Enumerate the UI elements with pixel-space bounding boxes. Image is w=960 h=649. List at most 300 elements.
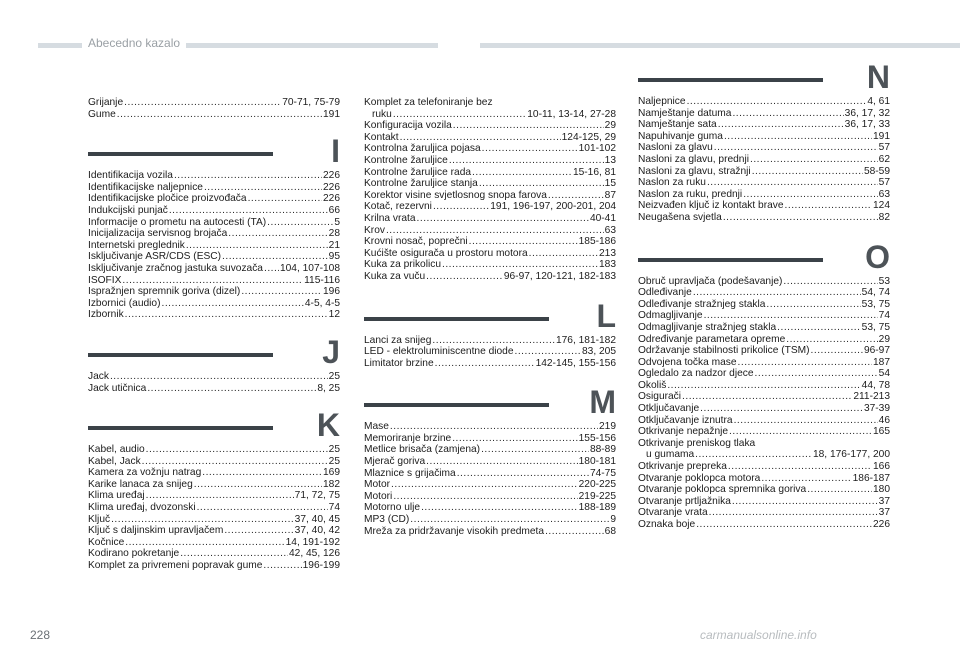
index-entry bbox=[88, 560, 340, 572]
entry-term: Namještanje datuma bbox=[638, 107, 732, 119]
index-entry bbox=[638, 299, 890, 311]
entry-pages: 37 bbox=[878, 507, 890, 519]
index-entry bbox=[88, 514, 340, 526]
section-letter: K bbox=[316, 407, 340, 444]
leader-dots bbox=[811, 345, 863, 357]
entry-term: Korektor visine svjetlosnog snopa farova bbox=[364, 189, 547, 201]
leader-dots bbox=[393, 109, 526, 121]
leader-dots bbox=[197, 502, 328, 514]
index-entry bbox=[638, 334, 890, 346]
entry-term: Oznaka boje bbox=[638, 519, 696, 530]
entry-term: Održavanje stabilnosti prikolice (TSM) bbox=[638, 345, 810, 357]
index-column-3 bbox=[638, 58, 890, 531]
entry-term: Otvaranje poklopca spremnika goriva bbox=[638, 484, 807, 496]
entry-pages: 191 bbox=[323, 108, 340, 120]
leader-dots bbox=[400, 132, 561, 144]
entry-pages: 13 bbox=[604, 154, 616, 166]
leader-dots bbox=[125, 537, 284, 549]
leader-dots bbox=[696, 519, 872, 531]
entry-pages: 54, 74 bbox=[861, 287, 890, 299]
entry-term: Internetski preglednik bbox=[88, 239, 185, 251]
entry-pages: 82 bbox=[878, 211, 890, 223]
leader-dots bbox=[432, 335, 555, 347]
entry-term: Otkrivanje nepažnje bbox=[638, 426, 729, 438]
leader-dots bbox=[267, 217, 333, 229]
entry-term: Klima uređaj, dvozonski bbox=[88, 502, 196, 514]
leader-dots bbox=[704, 310, 878, 322]
entry-term: u gumama bbox=[646, 449, 695, 461]
entry-pages: 36, 17, 33 bbox=[844, 119, 890, 131]
index-column-2 bbox=[364, 97, 616, 537]
entry-term: Krovni nosač, poprečni bbox=[364, 236, 468, 248]
entry-term: Kodirano pokretanje bbox=[88, 548, 180, 560]
entry-term: Isključivanje ASR/CDS (ESC) bbox=[88, 251, 222, 263]
index-entry bbox=[88, 170, 340, 182]
index-entry bbox=[638, 108, 890, 120]
entry-term: Identifikacijske pločice proizvođača bbox=[88, 193, 247, 205]
entry-pages: 220-225 bbox=[578, 479, 616, 491]
index-entry bbox=[638, 322, 890, 334]
index-entry bbox=[638, 357, 890, 369]
leader-dots bbox=[146, 444, 328, 456]
index-column-1 bbox=[88, 97, 340, 572]
leader-dots bbox=[469, 236, 578, 248]
entry-pages: 36, 17, 32 bbox=[844, 107, 890, 119]
index-entry bbox=[88, 467, 340, 479]
section-heading-i bbox=[88, 132, 340, 170]
index-entry bbox=[364, 335, 616, 347]
leader-dots bbox=[161, 298, 303, 310]
entry-pages: 124-125, 29 bbox=[561, 131, 616, 143]
index-entry bbox=[88, 228, 340, 240]
entry-pages: 4, 61 bbox=[867, 96, 890, 107]
entry-term: Nasloni za glavu, stražnji bbox=[638, 165, 751, 177]
entry-term: Odleđivanje stražnjeg stakla bbox=[638, 298, 766, 310]
entry-term: Memoriranje brzine bbox=[364, 432, 452, 444]
leader-dots bbox=[248, 193, 322, 205]
index-entry bbox=[88, 205, 340, 217]
entry-term: Kabel, Jack bbox=[88, 455, 141, 467]
leader-dots bbox=[202, 467, 322, 479]
index-entry bbox=[88, 97, 340, 109]
index-entry bbox=[88, 251, 340, 263]
leader-dots bbox=[766, 299, 860, 311]
leader-dots bbox=[482, 143, 578, 155]
entry-term: Gume bbox=[88, 108, 116, 120]
leader-dots bbox=[732, 108, 843, 120]
entry-term: Mase bbox=[364, 421, 389, 433]
leader-dots bbox=[174, 170, 322, 182]
entry-pages: 191, 196-197, 200-201, 204 bbox=[490, 201, 616, 213]
index-entry bbox=[638, 461, 890, 473]
entry-pages: 57 bbox=[878, 177, 890, 189]
entry-pages: 37-39 bbox=[863, 403, 890, 415]
entry-pages: 44, 78 bbox=[861, 379, 890, 391]
index-entry bbox=[638, 142, 890, 154]
header-rule-right bbox=[480, 43, 960, 48]
entry-pages: 25 bbox=[328, 444, 340, 456]
leader-dots bbox=[125, 309, 328, 321]
index-entry bbox=[638, 119, 890, 131]
entry-pages: 4-5, 4-5 bbox=[304, 297, 340, 309]
entry-pages: 53, 75 bbox=[861, 321, 890, 333]
entry-term: Napuhivanje guma bbox=[638, 130, 723, 142]
entry-term: Lanci za snijeg bbox=[364, 334, 432, 346]
entry-pages: 37 bbox=[878, 495, 890, 507]
section-rule bbox=[364, 317, 549, 321]
index-entry bbox=[88, 548, 340, 560]
index-entry bbox=[364, 479, 616, 491]
leader-dots bbox=[117, 109, 322, 121]
entry-pages: 18, 176-177, 200 bbox=[812, 449, 890, 461]
leader-dots bbox=[714, 142, 878, 154]
entry-pages: 155-156 bbox=[578, 432, 616, 444]
index-entry bbox=[638, 415, 890, 427]
entry-pages: 74 bbox=[328, 502, 340, 514]
entry-term: Kontrolne žaruljice stanja bbox=[364, 178, 478, 190]
entry-pages: 104, 107-108 bbox=[279, 262, 340, 274]
entry-term: Ogledalo za nadzor djece bbox=[638, 368, 754, 380]
entry-pages: 176, 181-182 bbox=[555, 334, 616, 346]
index-entry bbox=[638, 391, 890, 403]
leader-dots bbox=[147, 383, 316, 395]
entry-pages: 37, 40, 42 bbox=[294, 525, 340, 537]
entry-term: Inicijalizacija servisnog brojača bbox=[88, 228, 228, 240]
entry-term: Otkrivanje preniskog tlaka bbox=[638, 437, 756, 449]
entry-term: Limitator brzine bbox=[364, 357, 434, 369]
entry-pages: 142-145, 155-156 bbox=[535, 357, 616, 369]
entry-pages: 62 bbox=[878, 153, 890, 165]
section-letter: L bbox=[596, 297, 616, 334]
entry-term: Nasloni za glavu, prednji bbox=[638, 153, 749, 165]
leader-dots bbox=[682, 391, 852, 403]
entry-term: Kuka za prikolicu bbox=[364, 259, 442, 271]
entry-pages: 186-187 bbox=[852, 472, 890, 484]
index-entry bbox=[638, 287, 890, 299]
entry-pages: 96-97, 120-121, 182-183 bbox=[503, 270, 616, 282]
index-entry bbox=[364, 468, 616, 480]
index-entry bbox=[638, 426, 890, 438]
entry-pages: 40-41 bbox=[589, 212, 616, 224]
leader-dots bbox=[515, 346, 582, 358]
section-heading-m bbox=[364, 383, 616, 421]
index-entry bbox=[638, 166, 890, 178]
entry-term: Odleđivanje bbox=[638, 287, 692, 299]
leader-dots bbox=[728, 461, 872, 473]
entry-pages: 68 bbox=[604, 525, 616, 537]
entry-pages: 10-11, 13-14, 27-28 bbox=[527, 108, 616, 120]
leader-dots bbox=[426, 271, 503, 283]
index-entry bbox=[638, 212, 890, 224]
leader-dots bbox=[548, 190, 604, 202]
leader-dots bbox=[194, 479, 322, 491]
entry-term: Identifikacijske naljepnice bbox=[88, 181, 203, 193]
entry-term: Krilna vrata bbox=[364, 212, 416, 224]
entry-pages: 95 bbox=[328, 251, 340, 263]
leader-dots bbox=[426, 456, 577, 468]
index-entry bbox=[638, 177, 890, 189]
index-entry bbox=[364, 225, 616, 237]
index-entry bbox=[638, 473, 890, 485]
section-heading-k bbox=[88, 406, 340, 444]
entry-pages: 196-199 bbox=[302, 560, 340, 572]
index-entry bbox=[638, 438, 890, 450]
index-entry bbox=[638, 131, 890, 143]
leader-dots bbox=[263, 560, 301, 572]
entry-pages: 96-97 bbox=[863, 345, 890, 357]
leader-dots bbox=[761, 473, 851, 485]
entry-term: ruku bbox=[372, 108, 392, 120]
index-entry bbox=[364, 132, 616, 144]
leader-dots bbox=[111, 514, 294, 526]
index-entry bbox=[638, 368, 890, 380]
index-entry bbox=[88, 298, 340, 310]
entry-pages: 28 bbox=[328, 228, 340, 240]
section-heading-l bbox=[364, 297, 616, 335]
entry-term: Motori bbox=[364, 490, 393, 502]
entry-pages: 74-75 bbox=[589, 467, 616, 479]
entry-term: Odmagljivanje stražnjeg stakla bbox=[638, 321, 777, 333]
entry-term: Otvaranje poklopca motora bbox=[638, 472, 761, 484]
entry-term: Izbornik bbox=[88, 309, 124, 321]
index-entry bbox=[88, 371, 340, 383]
leader-dots bbox=[667, 380, 860, 392]
entry-pages: 83, 205 bbox=[582, 346, 616, 358]
leader-dots bbox=[391, 479, 578, 491]
entry-pages: 183 bbox=[599, 259, 616, 271]
entry-pages: 8, 25 bbox=[317, 382, 340, 394]
entry-pages: 46 bbox=[878, 414, 890, 426]
index-entry: Komplet za telefoniranje bez bbox=[364, 97, 493, 108]
leader-dots bbox=[732, 496, 878, 508]
entry-term: Naslon za ruku bbox=[638, 177, 706, 189]
entry-pages: 71, 72, 75 bbox=[294, 490, 340, 502]
index-entry bbox=[638, 154, 890, 166]
leader-dots bbox=[124, 97, 281, 109]
index-entry bbox=[364, 259, 616, 271]
section-heading-j bbox=[88, 333, 340, 371]
section-letter: J bbox=[322, 333, 340, 370]
leader-dots bbox=[529, 248, 598, 260]
index-entry bbox=[364, 346, 616, 358]
index-entry bbox=[88, 240, 340, 252]
leader-dots bbox=[417, 213, 589, 225]
leader-dots bbox=[479, 178, 604, 190]
entry-term: Grijanje bbox=[88, 97, 124, 108]
index-entry bbox=[364, 143, 616, 155]
leader-dots bbox=[707, 177, 878, 189]
entry-pages: 219 bbox=[599, 421, 616, 433]
entry-term: Ispražnjen spremnik goriva (dizel) bbox=[88, 286, 241, 298]
leader-dots bbox=[180, 548, 288, 560]
index-entry bbox=[88, 286, 340, 298]
entry-term: Kotač, rezervni bbox=[364, 201, 432, 213]
index-entry bbox=[364, 514, 616, 526]
entry-pages: 21 bbox=[328, 239, 340, 251]
index-entry bbox=[88, 525, 340, 537]
entry-term: Otvaranje vrata bbox=[638, 507, 708, 519]
leader-dots bbox=[723, 212, 878, 224]
leader-dots bbox=[452, 433, 577, 445]
entry-term: Naslon za ruku, prednji bbox=[638, 188, 743, 200]
entry-pages: 182 bbox=[323, 478, 340, 490]
section-letter: N bbox=[866, 59, 890, 95]
entry-term: Okoliš bbox=[638, 379, 667, 391]
entry-term: Indukcijski punjač bbox=[88, 204, 168, 216]
index-entry bbox=[638, 496, 890, 508]
leader-dots bbox=[481, 444, 589, 456]
entry-term: Kućište osigurača u prostoru motora bbox=[364, 247, 528, 259]
entry-term: Neugašena svjetla bbox=[638, 211, 722, 223]
entry-term: Metlice brisača (zamjena) bbox=[364, 444, 481, 456]
entry-term: Otvaranje prtljažnika bbox=[638, 495, 731, 507]
entry-pages: 115-116 bbox=[304, 274, 340, 286]
entry-term: Kontrolne žaruljice rada bbox=[364, 166, 472, 178]
section-rule bbox=[88, 426, 273, 430]
watermark: carmanualsonline.info bbox=[700, 628, 817, 642]
index-entry bbox=[638, 96, 890, 108]
entry-pages: 14, 191-192 bbox=[285, 536, 340, 548]
index-entry bbox=[364, 491, 616, 503]
leader-dots bbox=[224, 525, 293, 537]
leader-dots bbox=[734, 415, 878, 427]
leader-dots bbox=[695, 449, 812, 461]
leader-dots bbox=[786, 334, 877, 346]
index-entry bbox=[364, 201, 616, 213]
leader-dots bbox=[785, 200, 872, 212]
leader-dots bbox=[700, 403, 863, 415]
entry-pages: 187 bbox=[873, 356, 890, 368]
index-entry bbox=[638, 310, 890, 322]
leader-dots bbox=[709, 507, 878, 519]
index-entry bbox=[88, 217, 340, 229]
index-entry bbox=[364, 120, 616, 132]
entry-pages: 185-186 bbox=[578, 236, 616, 248]
section-letter: I bbox=[331, 133, 340, 170]
index-entry bbox=[88, 109, 340, 121]
entry-pages: 57 bbox=[878, 142, 890, 154]
entry-pages: 15-16, 81 bbox=[572, 166, 616, 178]
leader-dots bbox=[435, 358, 535, 370]
section-letter: O bbox=[865, 238, 890, 275]
index-entry bbox=[364, 502, 616, 514]
entry-term: Osigurači bbox=[638, 391, 682, 403]
index-entry bbox=[364, 236, 616, 248]
entry-pages: 29 bbox=[604, 120, 616, 132]
leader-dots bbox=[807, 484, 872, 496]
index-entry bbox=[638, 519, 890, 531]
leader-dots bbox=[783, 276, 877, 288]
entry-pages: 213 bbox=[599, 247, 616, 259]
index-entry bbox=[88, 383, 340, 395]
entry-term: Jack bbox=[88, 370, 109, 382]
entry-pages: 53 bbox=[878, 275, 890, 287]
entry-pages: 42, 45, 126 bbox=[289, 548, 340, 560]
entry-pages: 219-225 bbox=[578, 490, 616, 502]
entry-pages: 165 bbox=[873, 426, 890, 438]
index-entry bbox=[88, 275, 340, 287]
leader-dots bbox=[472, 167, 572, 179]
entry-term: Motorno ulje bbox=[364, 502, 421, 514]
section-rule bbox=[364, 403, 549, 407]
entry-pages: 15 bbox=[604, 178, 616, 190]
index-entry bbox=[364, 178, 616, 190]
section-rule bbox=[638, 258, 823, 262]
index-entry bbox=[88, 502, 340, 514]
entry-term: Ključ s daljinskim upravljačem bbox=[88, 525, 224, 537]
index-entry bbox=[638, 507, 890, 519]
entry-term: MP3 (CD) bbox=[364, 514, 410, 526]
leader-dots bbox=[393, 491, 577, 503]
entry-pages: 25 bbox=[328, 370, 340, 382]
leader-dots bbox=[421, 502, 578, 514]
leader-dots bbox=[241, 286, 322, 298]
leader-dots bbox=[386, 225, 604, 237]
entry-term: Mlaznice s grijačima bbox=[364, 467, 456, 479]
entry-pages: 226 bbox=[323, 170, 340, 182]
page-number: 228 bbox=[30, 628, 51, 642]
leader-dots bbox=[410, 514, 609, 526]
leader-dots bbox=[777, 322, 861, 334]
leader-dots bbox=[222, 251, 328, 263]
entry-pages: 53, 75 bbox=[861, 298, 890, 310]
index-entry bbox=[364, 167, 616, 179]
leader-dots bbox=[755, 368, 878, 380]
entry-pages: 63 bbox=[604, 224, 616, 236]
page-header-title: Abecedno kazalo bbox=[82, 36, 186, 50]
leader-dots bbox=[186, 240, 328, 252]
entry-term: Odmagljivanje bbox=[638, 310, 703, 322]
section-rule bbox=[88, 353, 273, 357]
entry-term: Mreža za pridržavanje visokih predmeta bbox=[364, 525, 545, 537]
leader-dots bbox=[724, 131, 872, 143]
entry-term: Klima uređaj bbox=[88, 490, 145, 502]
entry-pages: 226 bbox=[323, 181, 340, 193]
index-entry bbox=[364, 155, 616, 167]
entry-term: Kontakt bbox=[364, 131, 399, 143]
entry-pages: 211-213 bbox=[853, 391, 890, 403]
section-rule bbox=[88, 152, 273, 156]
index-entry bbox=[88, 444, 340, 456]
entry-pages: 9 bbox=[610, 514, 616, 526]
leader-dots bbox=[752, 166, 863, 178]
entry-term: Mjerač goriva bbox=[364, 456, 426, 468]
section-rule bbox=[638, 78, 823, 82]
entry-term: Ključ bbox=[88, 513, 111, 525]
leader-dots bbox=[442, 259, 598, 271]
index-entry bbox=[88, 263, 340, 275]
index-entry bbox=[364, 444, 616, 456]
entry-term: Motor bbox=[364, 479, 391, 491]
entry-pages: 180 bbox=[873, 484, 890, 496]
index-entry bbox=[638, 345, 890, 357]
entry-pages: 226 bbox=[873, 519, 890, 530]
entry-term: Kočnice bbox=[88, 536, 125, 548]
leader-dots bbox=[390, 421, 598, 433]
section-heading-n bbox=[638, 58, 890, 96]
index-entry bbox=[638, 200, 890, 212]
entry-term: Otključavanje iznutra bbox=[638, 414, 733, 426]
entry-term: Krov bbox=[364, 224, 385, 236]
leader-dots bbox=[169, 205, 328, 217]
index-entry bbox=[364, 109, 616, 121]
leader-dots bbox=[738, 357, 872, 369]
entry-pages: 166 bbox=[873, 461, 890, 473]
entry-term: Isključivanje zračnog jastuka suvozača bbox=[88, 262, 263, 274]
index-entry bbox=[364, 526, 616, 538]
index-entry bbox=[364, 421, 616, 433]
entry-pages: 87 bbox=[604, 189, 616, 201]
